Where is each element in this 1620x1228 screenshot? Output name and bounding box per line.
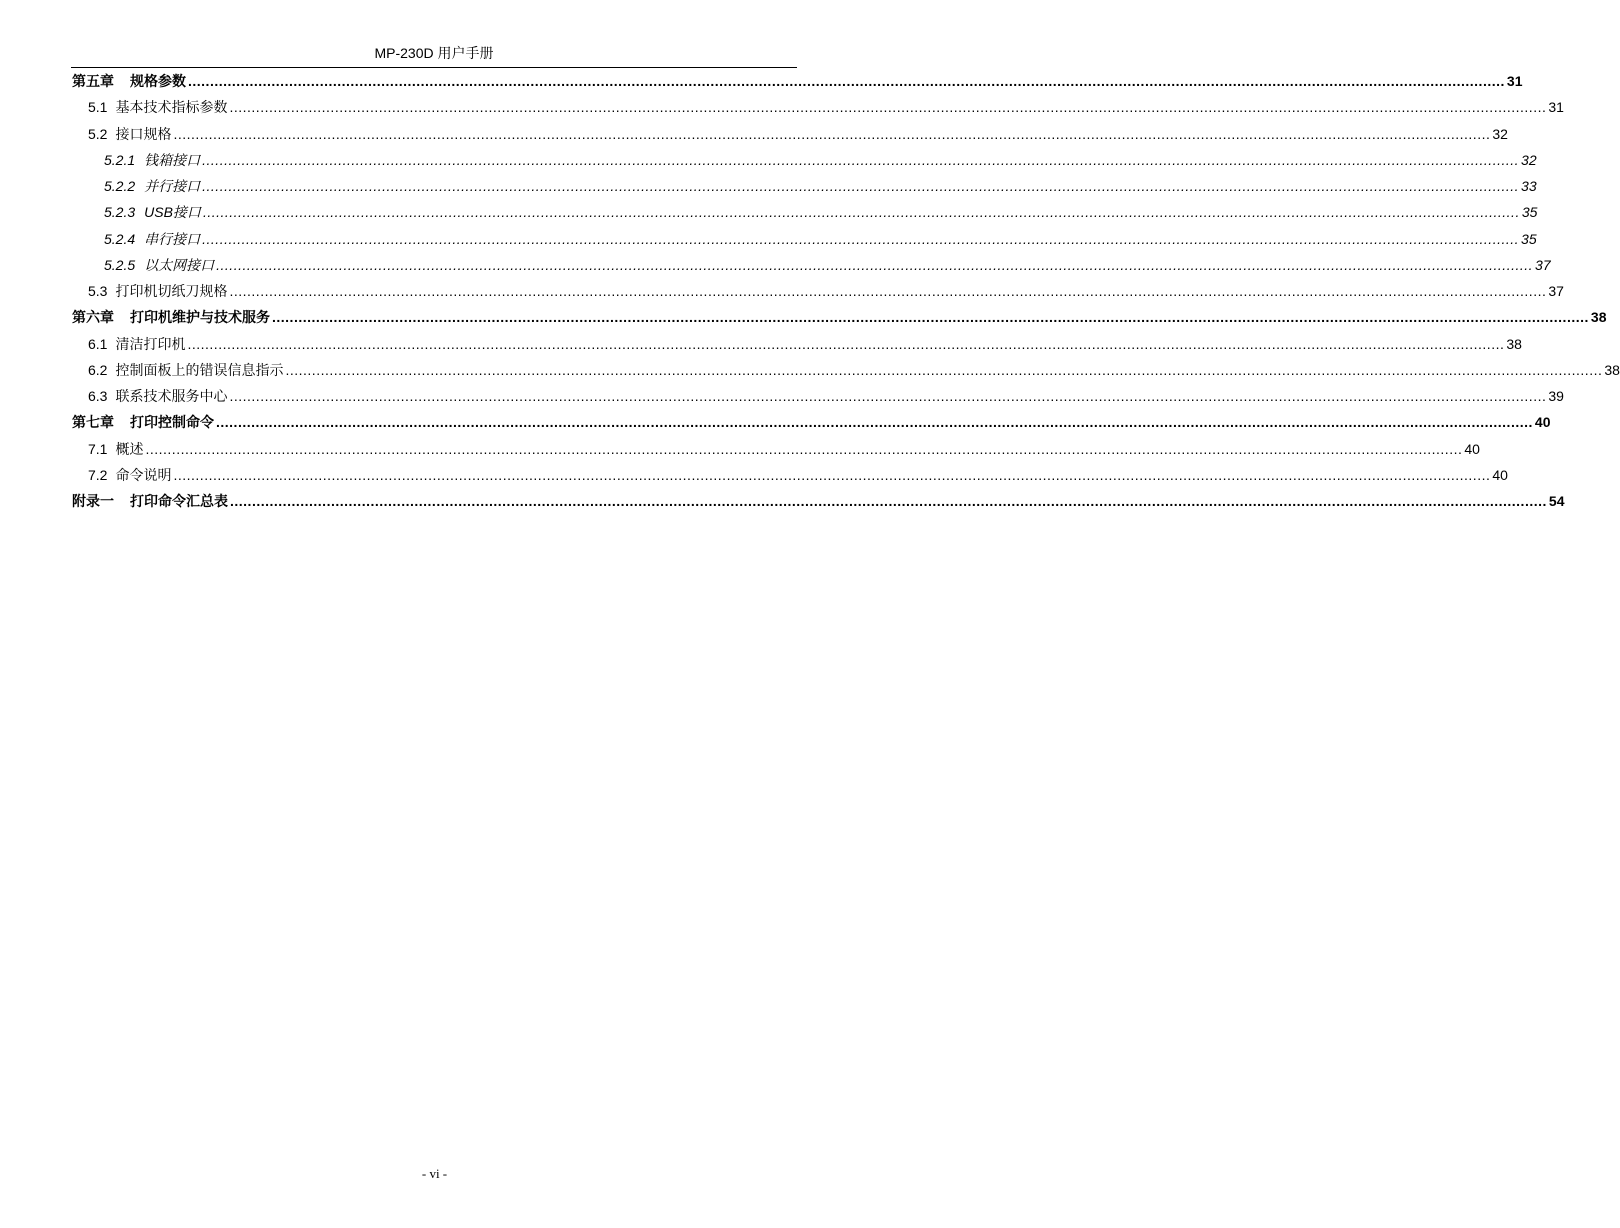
toc-entry-number: 6.2 [88,361,108,378]
toc-entry-label [104,229,200,249]
toc-entry-title: 命令说明 [115,466,172,483]
toc-entry-page: 38 [1506,335,1522,352]
toc-entry-page: 35 [1521,230,1537,247]
toc-entry[interactable] [72,331,1522,357]
toc-leader-dots: ............................................................................................................................................................................................................................................................................................................ [173,466,1491,483]
toc-entry[interactable] [72,436,1480,462]
toc-entry-title: 串行接口 [144,230,201,247]
toc-entry[interactable] [72,278,1564,304]
toc-entry-number: 第五章 [72,73,114,90]
toc-leader-dots: ............................................................................................................................................................................................................................................................................................................ [216,256,1534,273]
toc-entry-number: 6.1 [88,335,108,352]
toc-entry-page: 32 [1521,151,1537,168]
toc-leader-dots: ............................................................................................................................................................................................................................................................................................................ [229,99,1547,116]
toc-entry[interactable] [72,383,1564,409]
toc-entry-number: 5.3 [88,283,108,300]
toc-entry-label [72,491,228,511]
toc-entry[interactable] [72,488,1565,514]
toc-entry[interactable] [72,304,1607,330]
toc-entry[interactable] [72,173,1537,199]
toc-entry-page: 38 [1604,361,1620,378]
toc-leader-dots: ............................................................................................................................................................................................................................................................................................................ [145,440,1463,457]
toc-entry-title: 清洁打印机 [115,335,186,352]
toc-entry-label [104,176,200,196]
toc-entry-page: 33 [1521,178,1537,195]
toc-leader-dots: ............................................................................................................................................................................................................................................................................................................ [202,204,1520,221]
toc-entry[interactable] [72,462,1508,488]
toc-entry-label [88,97,227,117]
toc-entry-page: 40 [1492,466,1508,483]
toc-entry-number: 5.2.2 [104,178,136,195]
page-footer [0,1166,869,1182]
toc-entry[interactable] [72,226,1537,252]
toc-entry-title: 以太网接口 [144,256,215,273]
toc-entry-title: 联系技术服务中心 [115,388,228,405]
toc-entry-page: 54 [1548,493,1565,510]
toc-entry-number: 第七章 [72,414,114,431]
toc-entry[interactable] [72,409,1551,435]
toc-entry-title: 钱箱接口 [144,151,201,168]
toc-entry-page: 35 [1521,204,1538,221]
toc-entry-number: 5.2 [88,125,108,142]
toc-entry-number: 6.3 [88,388,108,405]
toc-entry-label [104,202,201,222]
toc-entry-label [88,439,143,459]
toc-leader-dots: ............................................................................................................................................................................................................................................................................................................ [230,493,1547,510]
toc-leader-dots: ............................................................................................................................................................................................................................................................................................................ [202,151,1520,168]
toc-entry[interactable] [72,357,1620,383]
toc-entry-page: 40 [1464,440,1480,457]
toc-entry-page: 39 [1548,388,1564,405]
toc-entry[interactable] [72,68,1523,94]
toc-entry[interactable] [72,94,1564,120]
toc-entry[interactable] [72,147,1537,173]
toc-entry-title: 控制面板上的错误信息指示 [115,361,284,378]
toc-entry-number: 7.1 [88,440,108,457]
toc-entry-title: 打印命令汇总表 [130,493,228,510]
toc-entry-page: 31 [1506,73,1523,90]
toc-entry-number: 附录一 [72,493,114,510]
page-number: - vi - [421,1166,448,1181]
toc-entry-page: 32 [1492,125,1508,142]
toc-entry-title: 打印控制命令 [130,414,214,431]
toc-entry-number: 第六章 [72,309,114,326]
toc-entry-number: 5.1 [88,99,108,116]
toc-entry-number: 5.2.5 [104,256,136,273]
toc-entry-label [104,255,214,275]
toc-leader-dots: ............................................................................................................................................................................................................................................................................................................ [229,388,1547,405]
toc-leader-dots: ............................................................................................................................................................................................................................................................................................................ [272,309,1589,326]
toc-entry-number: 5.2.4 [104,230,136,247]
toc-entry-label [88,386,227,406]
toc-entry-label [72,71,186,91]
toc-leader-dots: ............................................................................................................................................................................................................................................................................................................ [202,230,1520,247]
toc-entry-title: USB接口 [144,204,201,221]
toc-entry-title: 打印机维护与技术服务 [130,309,270,326]
toc-entry-label [88,465,171,485]
toc-leader-dots: ............................................................................................................................................................................................................................................................................................................ [187,335,1505,352]
toc-leader-dots: ............................................................................................................................................................................................................................................................................................................ [202,178,1520,195]
toc-entry-title: 基本技术指标参数 [115,99,228,116]
page-header [71,44,797,68]
toc-entry-label [72,412,214,432]
toc-entry[interactable] [72,199,1538,225]
document-title: MP-230D 用户手册 [374,45,494,61]
toc-entry-page: 38 [1590,309,1607,326]
toc-leader-dots: ............................................................................................................................................................................................................................................................................................................ [216,414,1533,431]
toc-entry-page: 31 [1548,99,1564,116]
toc-entry-label [104,150,200,170]
toc-entry-label [88,334,185,354]
toc-entry-number: 5.2.1 [104,151,136,168]
toc-entry-number: 5.2.3 [104,204,136,221]
toc-leader-dots: ............................................................................................................................................................................................................................................................................................................ [285,361,1603,378]
toc-entry-label [88,124,171,144]
toc-leader-dots: ............................................................................................................................................................................................................................................................................................................ [173,125,1491,142]
toc-entry-label [72,307,270,327]
toc-leader-dots: ............................................................................................................................................................................................................................................................................................................ [188,73,1505,90]
toc-entry[interactable] [72,252,1551,278]
toc-entry-page: 37 [1535,256,1551,273]
toc-entry-page: 40 [1534,414,1551,431]
toc-entry-title: 概述 [115,440,144,457]
toc-leader-dots: ............................................................................................................................................................................................................................................................................................................ [229,283,1547,300]
toc-entry-label [88,281,227,301]
toc-entry-title: 打印机切纸刀规格 [115,283,228,300]
toc-entry-number: 7.2 [88,466,108,483]
toc-entry-page: 37 [1548,283,1564,300]
toc-entry-title: 并行接口 [144,178,201,195]
toc-entry-title: 接口规格 [115,125,172,142]
table-of-contents [72,68,1620,514]
toc-entry-label [88,360,283,380]
toc-entry[interactable] [72,121,1508,147]
toc-entry-title: 规格参数 [130,73,186,90]
